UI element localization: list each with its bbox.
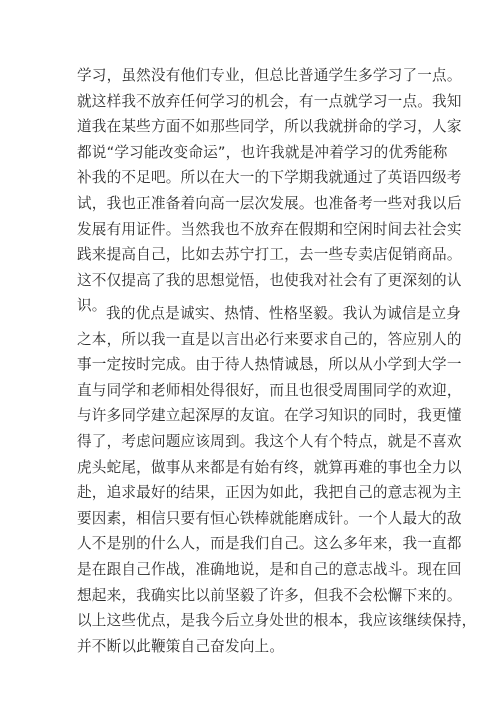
paragraph-line: 赴，追求最好的结果，正因为如此，我把自己的意志视为主 xyxy=(77,484,462,502)
paragraph-line: 虎头蛇尾，做事从来都是有始有终，就算再难的事也全力以 xyxy=(77,458,462,476)
paragraph-line: 人不是别的什么人，而是我们自己。这么多年来，我一直都 xyxy=(77,535,462,553)
paragraph-line: 践来提高自己，比如去苏宁打工，去一些专卖店促销商品。 xyxy=(77,246,462,264)
paragraph-line: 是在跟自己作战，准确地说，是和自己的意志战斗。现在回 xyxy=(77,560,462,578)
paragraph-1 xyxy=(77,63,462,319)
paragraph-line: 发展有用证件。当然我也不放弃在假期和空闲时间去社会实 xyxy=(77,220,462,238)
paragraph-line: 都说“学习能改变命运”，也许我就是冲着学习的优秀能称 xyxy=(77,143,448,161)
paragraph-line: 补我的不足吧。所以在大一的下学期我就通过了英语四级考 xyxy=(77,169,462,187)
paragraph-line: 要因素，相信只要有恒心铁棒就能磨成针。一个人最大的敌 xyxy=(77,509,462,527)
paragraph-line: 我的优点是诚实、热情、性格坚毅。我认为诚信是立身 xyxy=(106,305,462,322)
paragraph-line: 以上这些优点，是我今后立身处世的根本，我应该继续保持， xyxy=(77,612,477,630)
paragraph-line: 并不断以此鞭策自己奋发向上。 xyxy=(77,637,285,655)
paragraph-line: 这不仅提高了我的思想觉悟，也使我对社会有了更深刻的认 xyxy=(77,271,462,289)
paragraph-2 xyxy=(77,301,477,659)
paragraph-line: 事一定按时完成。由于待人热情诚恳，所以从小学到大学一 xyxy=(77,356,462,374)
paragraph-line: 之本，所以我一直是以言出必行来要求自己的，答应别人的 xyxy=(77,330,462,348)
paragraph-line: 学习，虽然没有他们专业，但总比普通学生多学习了一点。 xyxy=(77,67,462,84)
paragraph-line: 得了，考虑问题应该周到。我这个人有个特点，就是不喜欢 xyxy=(77,432,462,450)
paragraph-line: 试，我也正准备着向高一层次发展。也准备考一些对我以后 xyxy=(77,194,462,212)
paragraph-line: 道我在某些方面不如那些同学，所以我就拼命的学习，人家 xyxy=(77,118,462,136)
paragraph-line: 与许多同学建立起深厚的友谊。在学习知识的同时，我更懂 xyxy=(77,407,462,425)
paragraph-line: 识。 xyxy=(77,297,107,315)
paragraph-line: 就这样我不放弃任何学习的机会，有一点就学习一点。我知 xyxy=(77,92,462,110)
paragraph-line: 想起来，我确实比以前坚毅了许多，但我不会松懈下来的。 xyxy=(77,586,462,604)
paragraph-line: 直与同学和老师相处得很好，而且也很受周围同学的欢迎， xyxy=(77,381,462,399)
